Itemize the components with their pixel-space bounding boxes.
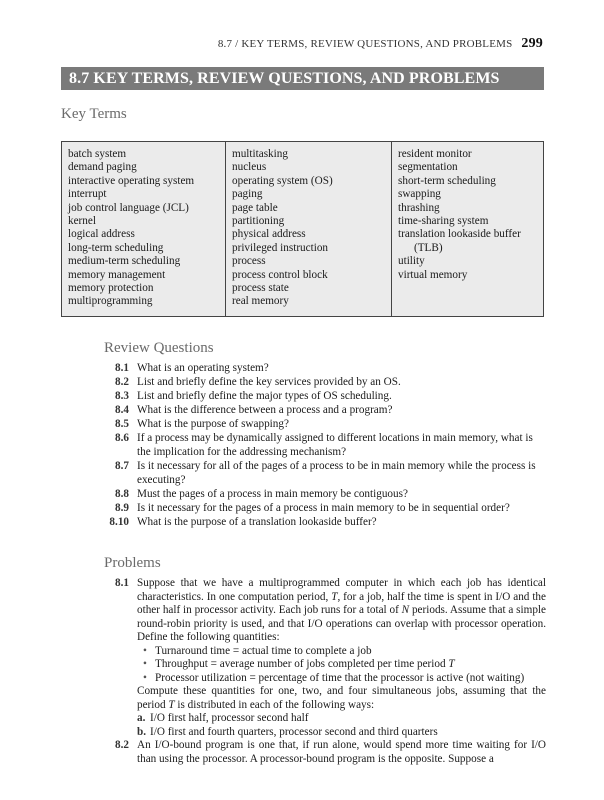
review-question: [104, 362, 546, 376]
key-terms-column-3: [391, 142, 543, 316]
key-term: swapping: [398, 188, 441, 201]
question-text: If a process may be dynamically assigned to different locations in main memory, what is the implication for the addressing mechanism?: [137, 432, 533, 458]
key-term: operating system (OS): [232, 174, 333, 187]
key-term: virtual memory: [398, 268, 468, 281]
question-number: 8.4: [115, 404, 129, 417]
symbol-T: T: [448, 658, 455, 670]
problem-item: [104, 577, 546, 739]
problem-body: An I/O-bound program is one that, if run alone, would spend more time waiting for I/O than using the processor. A processor-bound program is the opposite. Suppose a: [137, 739, 546, 765]
page-number: 299: [521, 36, 543, 51]
sub-item-text: I/O first half, processor second half: [150, 712, 309, 724]
key-term: utility: [398, 255, 425, 268]
problem-text: periods. Assume that a simple round-robin priority is used, and that I/O operations can overlap with processor operation. Define the following quantities:: [137, 604, 546, 643]
key-term: nucleus: [232, 161, 267, 174]
bullet-item: [137, 658, 546, 672]
key-terms-column-2: [225, 142, 391, 316]
key-terms-column-1: [62, 142, 225, 316]
problem-item: [104, 739, 546, 766]
key-terms-heading: Key Terms: [61, 106, 127, 122]
key-term: translation lookaside buffer: [398, 228, 521, 241]
review-question: [104, 460, 546, 487]
question-number: 8.8: [115, 487, 129, 500]
key-term: page table: [232, 201, 278, 214]
problem-intro: [137, 577, 546, 645]
sub-item: [137, 712, 546, 726]
key-term: process state: [232, 282, 289, 295]
question-text: List and briefly define the major types of OS scheduling.: [137, 390, 392, 403]
bullet-icon: •: [143, 658, 147, 670]
key-term: memory management: [68, 268, 166, 281]
bullet-text: Turnaround time = actual time to complete a job: [155, 644, 372, 657]
key-term: resident monitor: [398, 148, 472, 160]
review-question: [104, 390, 546, 404]
bullet-text-part: Throughput = average number of jobs completed per time period: [155, 658, 449, 670]
sub-item: [137, 726, 546, 740]
problem-text: is distributed in each of the following ways:: [174, 698, 375, 711]
symbol-N: N: [401, 604, 410, 616]
key-term: (TLB): [414, 241, 443, 254]
key-term: process control block: [232, 268, 328, 281]
key-term: thrashing: [398, 201, 440, 214]
question-number: 8.3: [115, 390, 129, 403]
key-term: job control language (JCL): [68, 201, 189, 214]
key-term: real memory: [232, 295, 289, 308]
key-term: partitioning: [232, 215, 285, 228]
problem-number: 8.1: [115, 577, 129, 589]
key-term: paging: [232, 188, 263, 201]
key-term: segmentation: [398, 161, 458, 174]
key-term: kernel: [68, 215, 96, 228]
bullet-icon: •: [143, 671, 147, 684]
bullet-icon: •: [143, 644, 147, 657]
question-text: What is an operating system?: [137, 362, 269, 374]
problem-number: 8.2: [115, 739, 129, 751]
key-term: multitasking: [232, 148, 288, 160]
question-number: 8.5: [115, 418, 129, 431]
key-term: multiprogramming: [68, 295, 153, 308]
key-term: memory protection: [68, 282, 154, 295]
review-question: [104, 432, 546, 459]
key-term: batch system: [68, 148, 127, 160]
question-number: 8.2: [115, 376, 129, 389]
key-term: short-term scheduling: [398, 174, 496, 187]
sub-item-label: a.: [137, 712, 146, 724]
question-number: 8.10: [109, 515, 129, 528]
symbol-T: T: [168, 698, 175, 711]
bullet-text: Processor utilization = percentage of time that the processor is active (not waiting): [155, 671, 525, 684]
key-term: physical address: [232, 228, 306, 241]
section-title: 8.7 KEY TERMS, REVIEW QUESTIONS, AND PROBLEMS: [61, 67, 544, 90]
question-number: 8.9: [115, 501, 129, 514]
question-text: What is the purpose of a translation lookaside buffer?: [137, 515, 377, 528]
running-head: [0, 36, 543, 52]
review-question: [104, 376, 546, 390]
problem-text: Compute these quantities for one, two, and four simultaneous jobs, assuming that the period: [137, 685, 546, 711]
key-terms-table: [61, 141, 544, 317]
bullet-item: [137, 645, 546, 659]
key-term: logical address: [68, 228, 135, 241]
key-term: time-sharing system: [398, 215, 489, 228]
problems-heading: Problems: [104, 555, 161, 571]
sub-item-text: I/O first and fourth quarters, processor second and third quarters: [150, 725, 438, 738]
bullet-text: [155, 658, 455, 672]
review-questions-heading: Review Questions: [104, 340, 214, 356]
problems-list: [104, 577, 546, 766]
key-term: interactive operating system: [68, 174, 195, 187]
symbol-T: T: [331, 590, 338, 603]
question-number: 8.1: [115, 362, 129, 374]
review-question: [104, 488, 546, 502]
key-term: long-term scheduling: [68, 241, 164, 254]
problem-body: [137, 577, 546, 739]
key-term: medium-term scheduling: [68, 255, 181, 268]
bullet-item: [137, 672, 546, 686]
problem-text: Suppose that we have a multiprogrammed computer in which each job has identical characteristics. In one computation period,: [137, 577, 546, 603]
sub-item-label: b.: [137, 725, 147, 738]
review-question: [104, 516, 546, 530]
review-question: [104, 418, 546, 432]
question-number: 8.6: [115, 432, 129, 445]
question-text: Is it necessary for all of the pages of a process to be in main memory while the process is executing?: [137, 460, 536, 486]
question-text: List and briefly define the key services provided by an OS.: [137, 376, 401, 389]
question-text: Must the pages of a process in main memory be contiguous?: [137, 487, 408, 500]
key-term: process: [232, 255, 266, 268]
question-text: What is the purpose of swapping?: [137, 418, 289, 431]
key-term: interrupt: [68, 188, 107, 201]
question-text: Is it necessary for the pages of a process in main memory to be in sequential order?: [137, 501, 510, 514]
running-head-text: 8.7 / KEY TERMS, REVIEW QUESTIONS, AND PROBLEMS: [217, 38, 513, 50]
problem-compute: [137, 685, 546, 712]
question-text: What is the difference between a process and a program?: [137, 404, 393, 417]
review-questions-list: [104, 362, 546, 530]
key-term: demand paging: [68, 161, 137, 174]
key-term: privileged instruction: [232, 241, 329, 254]
problem-text: , for a job, half the time is spent in I/O and the other half in processor activity. Each job runs for a total of: [137, 590, 546, 616]
review-question: [104, 502, 546, 516]
question-number: 8.7: [115, 460, 129, 473]
review-question: [104, 404, 546, 418]
